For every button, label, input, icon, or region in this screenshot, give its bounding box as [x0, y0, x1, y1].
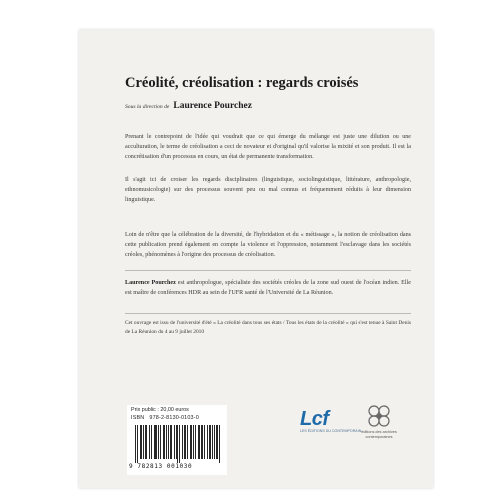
barcode-bar: [174, 425, 175, 459]
barcode-bar: [140, 425, 141, 459]
author-bio: [125, 279, 411, 299]
barcode-bar: [207, 425, 208, 459]
paragraph-intro: Prenant le contrepoint de l'idée qui voudrait que ce qui émerge du mélange est juste une dilution ou une acculturation, le terme de créolisation a ceci de novateur et d'original qu'il valorise la mixité et son produit. Il est la concrétisation d'un processus en cours, un état de permanente transformation.: [125, 134, 411, 160]
barcode-bar: [146, 425, 147, 459]
barcode-bar: [166, 425, 167, 459]
author-bio-text: est anthropologue, spécialiste des sociétés créoles de la zone sud ouest de l'océan indien. Elle est maître de conférences HDR au sein de l'UFR santé de l'Université de La Réunion.: [125, 280, 411, 296]
book-back-cover: [79, 30, 433, 488]
price-label: Prix public : 20,00 euros: [131, 407, 189, 413]
direction-prefix: Sous la direction de: [125, 104, 170, 110]
barcode-bar: [151, 425, 152, 459]
barcode-bar: [182, 425, 183, 459]
barcode-bar: [164, 425, 165, 459]
barcode-bar: [198, 425, 199, 459]
barcode-bar: [210, 425, 211, 459]
barcode-bar: [143, 425, 144, 459]
barcode-bars: [135, 425, 221, 463]
barcode-bar: [177, 425, 178, 463]
divider: [125, 270, 411, 271]
barcode-bar: [219, 425, 220, 463]
barcode-bar: [176, 425, 177, 459]
barcode-bar: [163, 425, 164, 459]
publisher-logo-subtitle: LES ÉDITIONS DU CONTEMPORAIN: [300, 429, 362, 433]
barcode-bar: [170, 425, 171, 459]
barcode-number: 9 782813 001030: [129, 463, 193, 470]
barcode-bar: [185, 425, 186, 459]
paragraph-disciplines: Il s'agit ici de croiser les regards disciplinaires (linguistique, sociolinguistique, littérature, anthropologie, ethnomusicologie) sur des processus souvent peu ou mal connus et fréquemment réduits à leur dimension linguistique.: [125, 177, 411, 203]
barcode-bar: [193, 425, 194, 459]
barcode-bar: [204, 425, 205, 459]
publisher-logo-text: Lcf: [300, 408, 329, 430]
barcode-bar: [179, 425, 180, 463]
barcode-bar: [155, 425, 156, 459]
barcode-bar: [156, 425, 157, 459]
barcode-bar: [214, 425, 215, 459]
divider: [125, 313, 411, 314]
origin-note: Cet ouvrage est issu de l'université d'été « La créolité dans tous ses états / Tous les états de la créolité » qui s'est tenue à Saint Denis de La Réunion du 4 au 9 juillet 2010: [125, 320, 411, 335]
publisher-logo: [300, 408, 361, 433]
barcode-bar: [195, 425, 196, 459]
archives-emblem-label: éditions des archives contemporaines: [361, 430, 397, 439]
author-name: Laurence Pourchez: [125, 280, 176, 286]
barcode-bar: [171, 425, 172, 459]
barcode-bar: [209, 425, 210, 459]
barcode-bar: [199, 425, 200, 459]
barcode-bar: [202, 425, 203, 459]
book-title: Créolité, créolisation : regards croisés: [125, 75, 359, 91]
barcode-bar: [184, 425, 185, 459]
barcode-bar: [191, 425, 192, 459]
paragraph-violence: Loin de n'être que la célébration de la diversité, de l'hybridation et du « métissage », la notion de créolisation dans cette publication prend également en compte la violence et l'oppression, notamment l'esclavage dans les sociétés créoles, phénomènes à l'origine des processus de créolisation.: [125, 232, 411, 258]
barcode-bar: [168, 425, 169, 459]
isbn-line: [131, 415, 199, 421]
barcode-bar: [190, 425, 191, 459]
barcode-bar: [201, 425, 202, 459]
barcode-bar: [158, 425, 159, 459]
editor-name: Laurence Pourchez: [173, 101, 252, 111]
archives-emblem-icon: [367, 404, 391, 428]
isbn-label: ISBN: [131, 415, 145, 421]
barcode-bar: [160, 425, 161, 459]
barcode-bar: [135, 425, 136, 463]
barcode-bar: [149, 425, 150, 459]
barcode-bar: [217, 425, 218, 459]
barcode-label: [127, 405, 227, 475]
barcode-bar: [145, 425, 146, 459]
barcode-bar: [216, 425, 217, 459]
barcode-bar: [141, 425, 142, 459]
editor-line: [125, 95, 252, 113]
barcode-bar: [212, 425, 213, 459]
isbn-value: 978-2-8130-0103-0: [149, 415, 199, 421]
barcode-bar: [154, 425, 155, 459]
barcode-bar: [137, 425, 138, 463]
barcode-bar: [187, 425, 188, 459]
